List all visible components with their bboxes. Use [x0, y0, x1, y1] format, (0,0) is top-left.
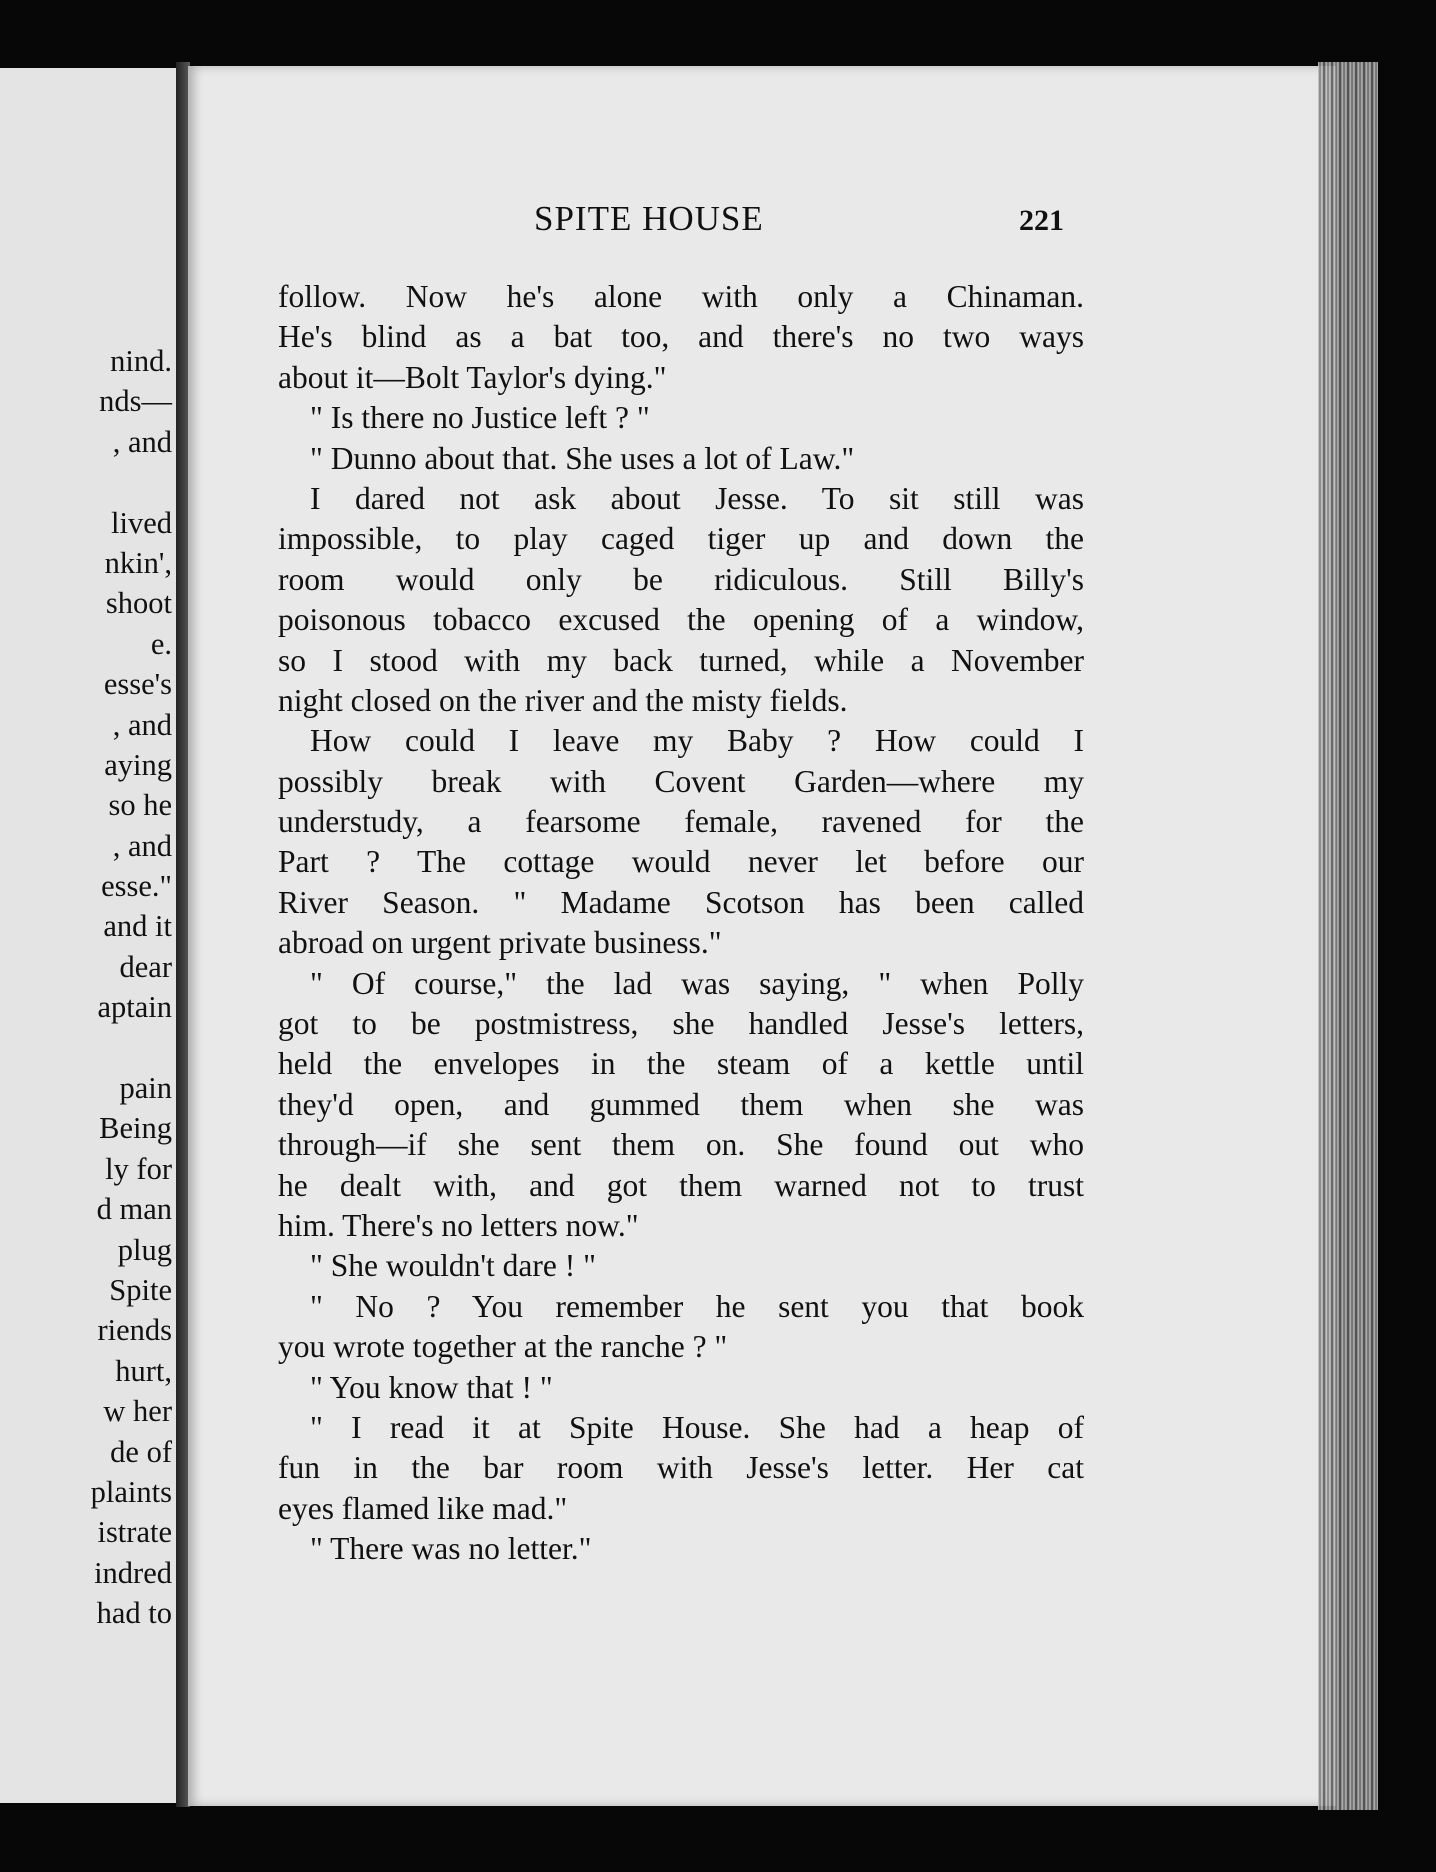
text-line: they'd open, and gummed them when she was	[278, 1086, 1084, 1122]
running-title: SPITE HOUSE	[534, 199, 764, 238]
left-page-line: , and	[112, 707, 172, 742]
left-page-line: istrate	[97, 1515, 172, 1550]
left-page-line: , and	[112, 424, 172, 459]
text-line: I dared not ask about Jesse. To sit still was	[310, 480, 1084, 516]
left-page-line: nkin',	[104, 545, 172, 580]
text-line: How could I leave my Baby ? How could I	[310, 723, 1084, 759]
left-page-line: plug	[117, 1232, 172, 1267]
text-line: understudy, a fearsome female, ravened for the	[278, 804, 1084, 840]
body-text	[278, 277, 1084, 1570]
left-page-line: dear	[119, 949, 172, 984]
text-line: He's blind as a bat too, and there's no two ways	[278, 319, 1084, 355]
text-line: " She wouldn't dare ! "	[310, 1248, 596, 1284]
left-page-line: ly for	[105, 1151, 172, 1186]
left-page	[0, 68, 183, 1803]
left-page-line	[91, 1028, 172, 1068]
text-line: " Is there no Justice left ? "	[310, 400, 650, 436]
text-line: he dealt with, and got them warned not to trust	[278, 1167, 1084, 1203]
left-page-line: shoot	[105, 586, 172, 621]
left-page-line: de of	[110, 1434, 172, 1469]
left-page-line: Being	[99, 1111, 172, 1146]
left-page-line: hurt,	[115, 1353, 172, 1388]
page-edges	[1318, 62, 1378, 1810]
left-page-line: , and	[112, 828, 172, 863]
page-header	[0, 199, 1436, 249]
text-line: " Dunno about that. She uses a lot of Law."	[310, 440, 855, 476]
left-page-line: pain	[119, 1071, 172, 1106]
text-line: abroad on urgent private business."	[278, 925, 722, 961]
text-line: impossible, to play caged tiger up and down the	[278, 521, 1084, 557]
left-page-line: w her	[103, 1394, 172, 1429]
text-line: so I stood with my back turned, while a November	[278, 642, 1084, 678]
left-page-line: plaints	[90, 1474, 172, 1509]
left-page-line: aptain	[97, 990, 172, 1025]
text-line: about it—Bolt Taylor's dying."	[278, 359, 667, 395]
left-page-line: Spite	[109, 1272, 172, 1307]
left-page-line: so he	[108, 788, 172, 823]
text-line: follow. Now he's alone with only a Chinaman.	[278, 279, 1084, 314]
left-page-line: lived	[111, 505, 172, 540]
left-page-line: and it	[103, 909, 172, 944]
left-page-line	[91, 462, 172, 502]
left-page-line: nind.	[110, 344, 172, 378]
text-line: " Of course," the lad was saying, " when Polly	[310, 965, 1084, 1001]
text-line: " There was no letter."	[310, 1531, 592, 1567]
left-page-line: esse's	[103, 667, 172, 702]
text-line: " No ? You remember he sent you that book	[310, 1288, 1084, 1324]
text-line: poisonous tobacco excused the opening of a window,	[278, 602, 1084, 638]
text-line: possibly break with Covent Garden—where my	[278, 763, 1084, 799]
left-page-line: d man	[96, 1192, 172, 1227]
page-number: 221	[1019, 204, 1064, 237]
left-page-line: indred	[94, 1555, 172, 1590]
text-line: him. There's no letters now."	[278, 1207, 639, 1243]
left-page-line: e.	[150, 626, 172, 661]
text-line: " I read it at Spite House. She had a heap of	[310, 1409, 1084, 1445]
text-line: eyes flamed like mad."	[278, 1490, 568, 1526]
text-line: held the envelopes in the steam of a kettle until	[278, 1046, 1084, 1082]
text-line: Part ? The cottage would never let before our	[278, 844, 1084, 880]
text-line: night closed on the river and the misty fields.	[278, 682, 848, 718]
left-page-line: aying	[104, 747, 172, 782]
left-page-line: nds—	[99, 384, 172, 419]
left-page-text	[91, 341, 172, 1634]
text-line: got to be postmistress, she handled Jesse's letters,	[278, 1006, 1084, 1042]
left-page-line: esse."	[101, 869, 172, 904]
text-line: through—if she sent them on. She found out who	[278, 1127, 1084, 1163]
left-page-line: riends	[97, 1313, 172, 1348]
left-page-line: had to	[96, 1596, 172, 1631]
text-line: fun in the bar room with Jesse's letter. Her cat	[278, 1450, 1084, 1486]
text-line: you wrote together at the ranche ? "	[278, 1329, 728, 1365]
text-line: " You know that ! "	[310, 1369, 553, 1405]
text-line: room would only be ridiculous. Still Billy's	[278, 561, 1084, 597]
text-line: River Season. " Madame Scotson has been called	[278, 884, 1084, 920]
